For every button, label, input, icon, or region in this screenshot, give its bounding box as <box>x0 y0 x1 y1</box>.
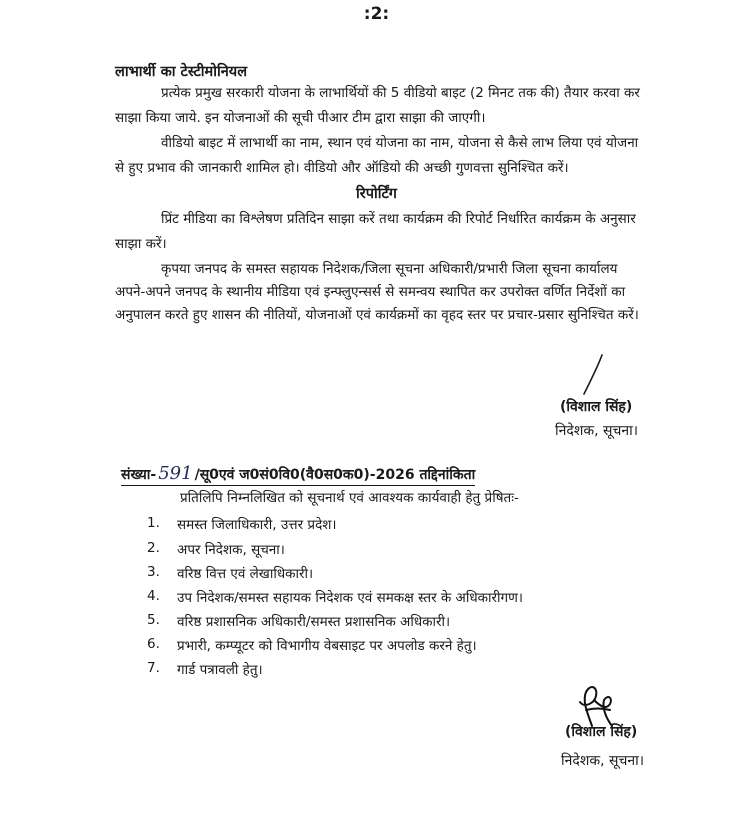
list-item-text: उप निदेशक/समस्त सहायक निदेशक एवं समकक्ष स्तर के अधिकारीगण। <box>177 590 524 606</box>
list-item-number: 4. <box>147 588 160 604</box>
signature1-title: निदेशक, सूचना। <box>555 423 639 439</box>
signature2-name: (विशाल सिंह) <box>565 724 638 740</box>
testimonial-para1-line2: साझा किया जाये. इन योजनाओं की सूची पीआर टीम द्वारा साझा की जाएगी। <box>115 110 486 126</box>
list-item-number: 5. <box>147 612 160 628</box>
list-item-text: प्रभारी, कम्प्यूटर को विभागीय वेबसाइट पर अपलोड करने हेतु। <box>177 638 477 654</box>
reference-prefix: संख्या- <box>121 467 157 483</box>
list-item-text: गार्ड पत्रावली हेतु। <box>177 662 263 678</box>
reporting-heading: रिपोर्टिंग <box>356 186 397 202</box>
instruction-para-line3: अनुपालन करते हुए शासन की नीतियों, योजनाओं एवं कार्यक्रमों का वृहद स्तर पर प्रचार-प्रसार सुनिश्चित करें। <box>115 307 639 323</box>
list-item-number: 2. <box>147 540 160 556</box>
pen-stroke-icon <box>578 352 608 398</box>
list-item-number: 1. <box>147 515 160 531</box>
testimonial-para1-line1: प्रत्येक प्रमुख सरकारी योजना के लाभार्थियों की 5 वीडियो बाइट (2 मिनट तक की) तैयार करवा कर <box>161 85 640 101</box>
reporting-para1-line2: साझा करें। <box>115 236 167 252</box>
copy-list-intro: प्रतिलिपि निम्नलिखित को सूचनार्थ एवं आवश्यक कार्यवाही हेतु प्रेषितः- <box>180 490 519 506</box>
reference-number: 591 <box>158 463 193 484</box>
list-item-text: वरिष्ठ वित्त एवं लेखाधिकारी। <box>177 566 314 582</box>
signature2-title: निदेशक, सूचना। <box>561 753 645 769</box>
reporting-para1-line1: प्रिंट मीडिया का विश्लेषण प्रतिदिन साझा करें तथा कार्यक्रम की रिपोर्ट निर्धारित कार्यक्रम के अनुसार <box>161 211 636 227</box>
page-number: :2: <box>363 4 390 24</box>
testimonial-para2-line2: से हुए प्रभाव की जानकारी शामिल हो। वीडियो और ऑडियो की अच्छी गुणवत्ता सुनिश्चित करें। <box>115 160 569 176</box>
testimonial-para2-line1: वीडियो बाइट में लाभार्थी का नाम, स्थान एवं योजना का नाम, योजना से कैसे लाभ लिया एवं योजना <box>161 135 639 151</box>
list-item-text: समस्त जिलाधिकारी, उत्तर प्रदेश। <box>177 517 337 533</box>
list-item-number: 7. <box>147 660 160 676</box>
instruction-para-line2: अपने-अपने जनपद के स्थानीय मीडिया एवं इन्फ्लुएन्सर्स से समन्वय स्थापित कर उपरोक्त वर्णित निर्देशों का <box>115 284 626 300</box>
testimonial-heading: लाभार्थी का टेस्टीमोनियल <box>115 64 248 80</box>
list-item-number: 3. <box>147 564 160 580</box>
reference-line <box>121 463 475 486</box>
signature1-name: (विशाल सिंह) <box>560 399 633 415</box>
list-item-text: वरिष्ठ प्रशासनिक अधिकारी/समस्त प्रशासनिक अधिकारी। <box>177 614 451 630</box>
list-item-text: अपर निदेशक, सूचना। <box>177 542 285 558</box>
list-item-number: 6. <box>147 636 160 652</box>
reference-suffix: /सू0एवं ज0सं0वि0(वै0स0क0)-2026 तद्दिनांकिता <box>194 467 476 483</box>
instruction-para-line1: कृपया जनपद के समस्त सहायक निदेशक/जिला सूचना अधिकारी/प्रभारी जिला सूचना कार्यालय <box>161 261 618 277</box>
